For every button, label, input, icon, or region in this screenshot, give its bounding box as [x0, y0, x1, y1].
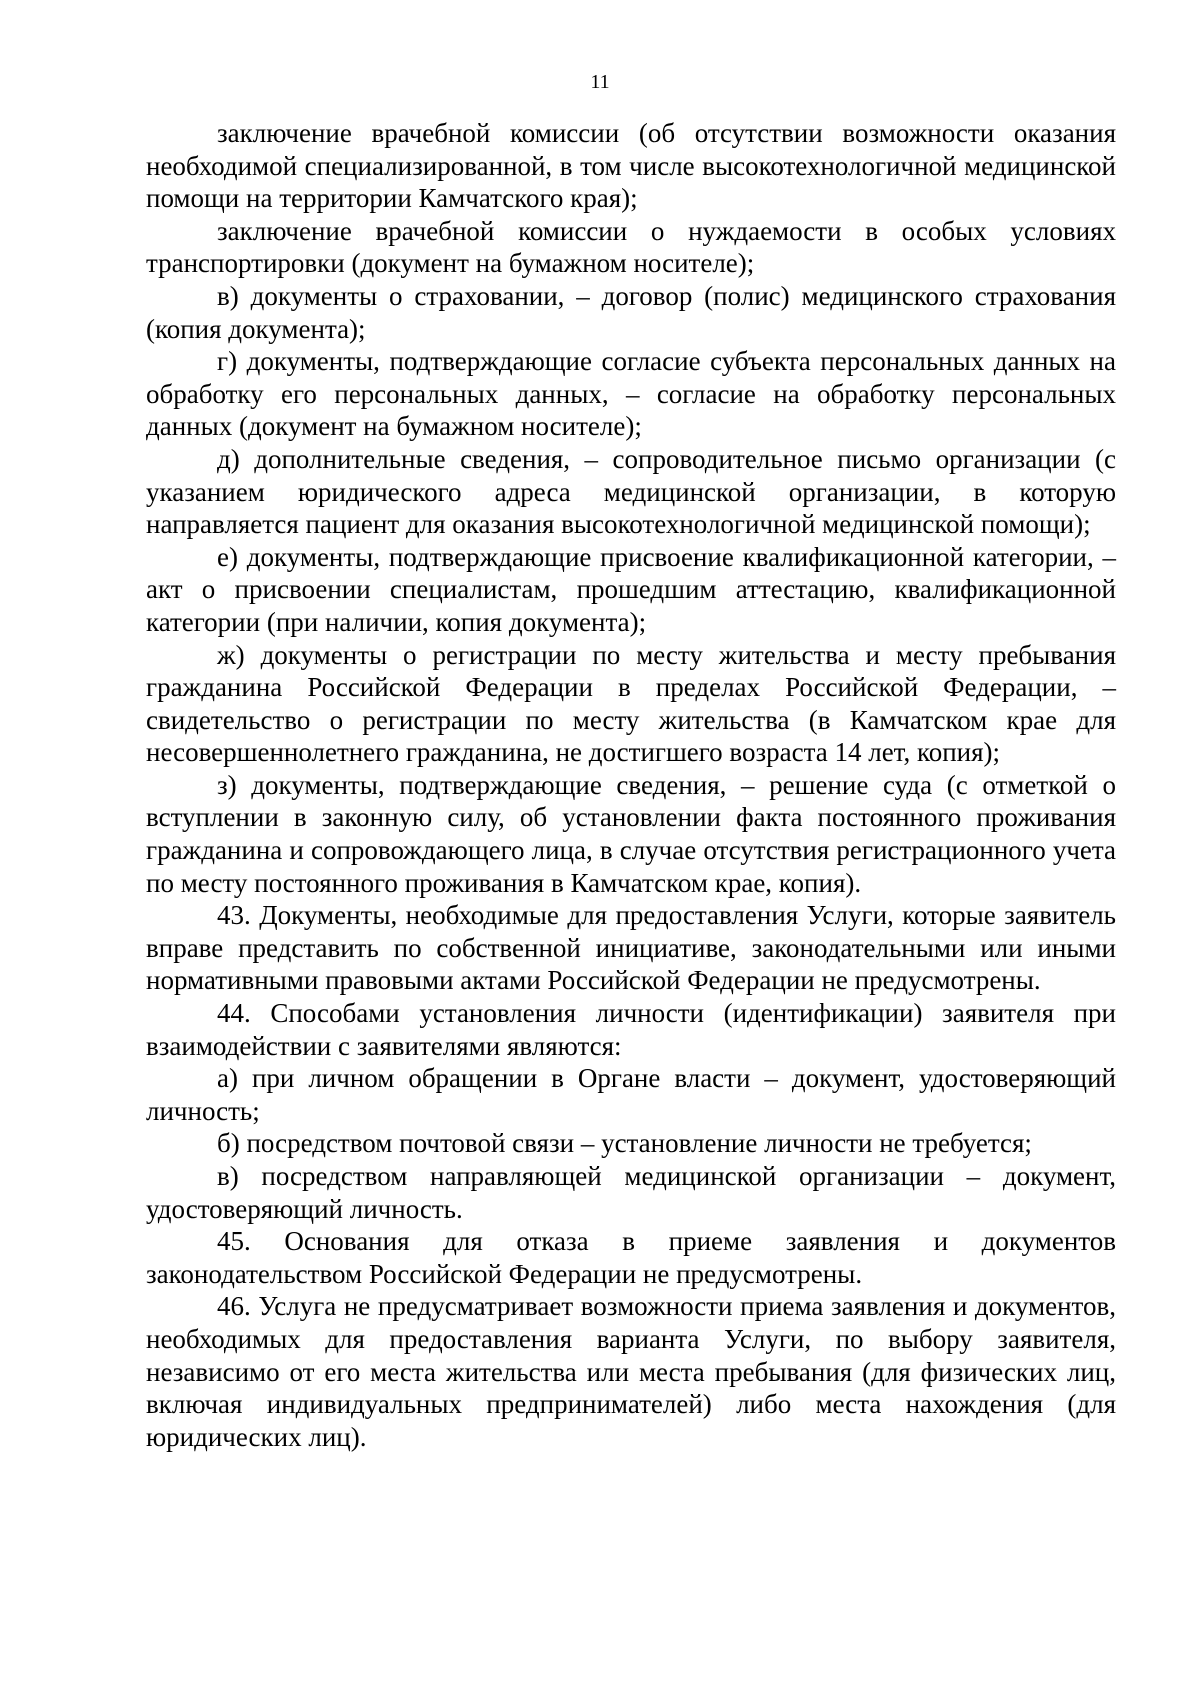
- paragraph-clause-46: 46. Услуга не предусматривает возможности приема заявления и документов, необходимых для предоставления варианта Услуги, по выбору заявителя, независимо от его места жительства или места пребывания (для физических лиц, включая индивидуальных предпринимателей) либо места нахождения (для юридических лиц).: [146, 1291, 1116, 1452]
- paragraph-clause-44-a: а) при личном обращении в Органе власти – документ, удостоверяющий личность;: [146, 1063, 1116, 1126]
- paragraph-clause-43: 43. Документы, необходимые для предоставления Услуги, которые заявитель вправе представить по собственной инициативе, законодательными или иными нормативными правовыми актами Российской Федерации не предусмотрены.: [146, 900, 1116, 996]
- paragraph-clause-44-v: в) посредством направляющей медицинской организации – документ, удостоверяющий личность.: [146, 1161, 1116, 1224]
- paragraph-item-e-qualification: е) документы, подтверждающие присвоение квалификационной категории, – акт о присвоении специалистам, прошедшим аттестацию, квалификационной категории (при наличии, копия документа);: [146, 541, 1116, 637]
- paragraph-commission-conclusion-care: заключение врачебной комиссии (об отсутствии возможности оказания необходимой специализированной, в том числе высокотехнологичной медицинской помощи на территории Камчатского края);: [146, 118, 1116, 214]
- paragraph-item-g-consent: г) документы, подтверждающие согласие субъекта персональных данных на обработку его персональных данных, – согласие на обработку персональных данных (документ на бумажном носителе);: [146, 346, 1116, 442]
- paragraph-commission-conclusion-transport: заключение врачебной комиссии о нуждаемости в особых условиях транспортировки (документ на бумажном носителе);: [146, 215, 1116, 279]
- paragraph-clause-44: 44. Способами установления личности (идентификации) заявителя при взаимодействии с заявителями являются:: [146, 998, 1116, 1061]
- paragraph-item-z-court-decision: з) документы, подтверждающие сведения, – решение суда (с отметкой о вступлении в законную силу, об установлении факта постоянного проживания гражданина и сопровождающего лица, в случае отсутствия регистрационного учета по месту постоянного проживания в Камчатском крае, копия).: [146, 769, 1116, 898]
- page-number: 11: [590, 71, 610, 93]
- paragraph-clause-44-b: б) посредством почтовой связи – установление личности не требуется;: [217, 1128, 1032, 1159]
- paragraph-item-d-additional-info: д) дополнительные сведения, – сопроводительное письмо организации (с указанием юридического адреса медицинской организации, в которую направляется пациент для оказания высокотехнологичной медицинской помощи);: [146, 443, 1116, 540]
- paragraph-clause-45: 45. Основания для отказа в приеме заявления и документов законодательством Российской Федерации не предусмотрены.: [146, 1226, 1116, 1289]
- paragraph-item-v-insurance: в) документы о страховании, – договор (полис) медицинского страхования (копия документа);: [146, 280, 1116, 344]
- document-body: [146, 117, 1116, 1453]
- paragraph-item-zh-registration: ж) документы о регистрации по месту жительства и месту пребывания гражданина Российской Федерации в пределах Российской Федерации, – свидетельство о регистрации по месту жительства (в Камчатском крае для несовершеннолетнего гражданина, не достигшего возраста 14 лет, копия);: [146, 639, 1116, 768]
